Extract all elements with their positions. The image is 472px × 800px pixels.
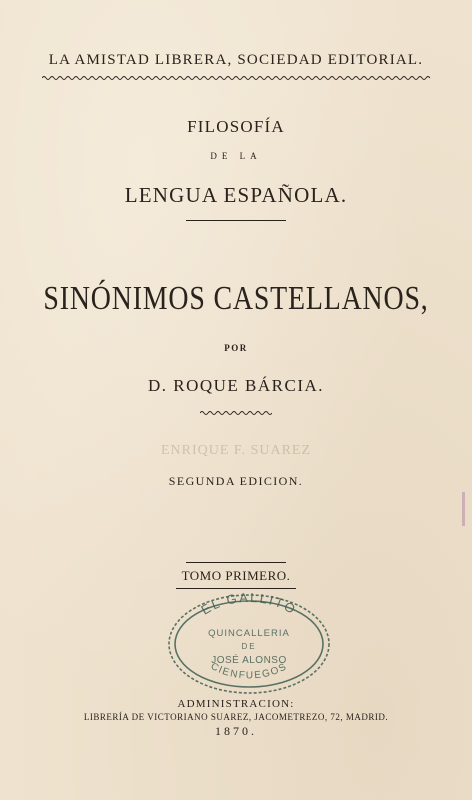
book-title: SINÓNIMOS CASTELLANOS, — [43, 280, 429, 317]
faint-stamp-text: ENRIQUE F. SUAREZ — [160, 443, 312, 458]
publication-year: 1870. — [215, 724, 257, 738]
edition-line: SEGUNDA EDICION. — [168, 474, 304, 488]
administration-label: ADMINISTRACION: — [177, 698, 295, 710]
volume-rule-bottom — [176, 588, 296, 589]
author-name: D. ROQUE BÁRCIA. — [147, 376, 325, 395]
publisher-line: LA AMISTAD LIBRERA, SOCIEDAD EDITORIAL. — [48, 52, 424, 68]
stamp-line-4: JOSÉ ALONSO — [211, 655, 287, 666]
wavy-rule-top — [42, 75, 432, 81]
bookshop-address: LIBRERÍA DE VICTORIANO SUAREZ, JACOMETREZO, 72, MADRID. — [83, 712, 389, 722]
series-title-line-1: FILOSOFÍA — [187, 117, 285, 136]
stamp-line-5: CIENFUEGOS — [208, 661, 290, 682]
series-title-line-3: LENGUA ESPAÑOLA. — [124, 183, 348, 207]
series-title-line-2: DE LA — [210, 151, 262, 161]
page-edge-mark — [462, 492, 465, 526]
stamp-line-1: EL GALLITO — [198, 592, 300, 618]
wavy-ornament — [200, 410, 272, 416]
stamp-line-2: QUINCALLERIA — [208, 628, 290, 639]
byline-label: POR — [224, 343, 248, 353]
owner-stamp — [166, 592, 332, 696]
volume-label: TOMO PRIMERO. — [181, 568, 291, 583]
volume-rule-top — [186, 562, 286, 563]
stamp-line-3: DE — [241, 642, 257, 651]
short-rule — [186, 220, 286, 221]
